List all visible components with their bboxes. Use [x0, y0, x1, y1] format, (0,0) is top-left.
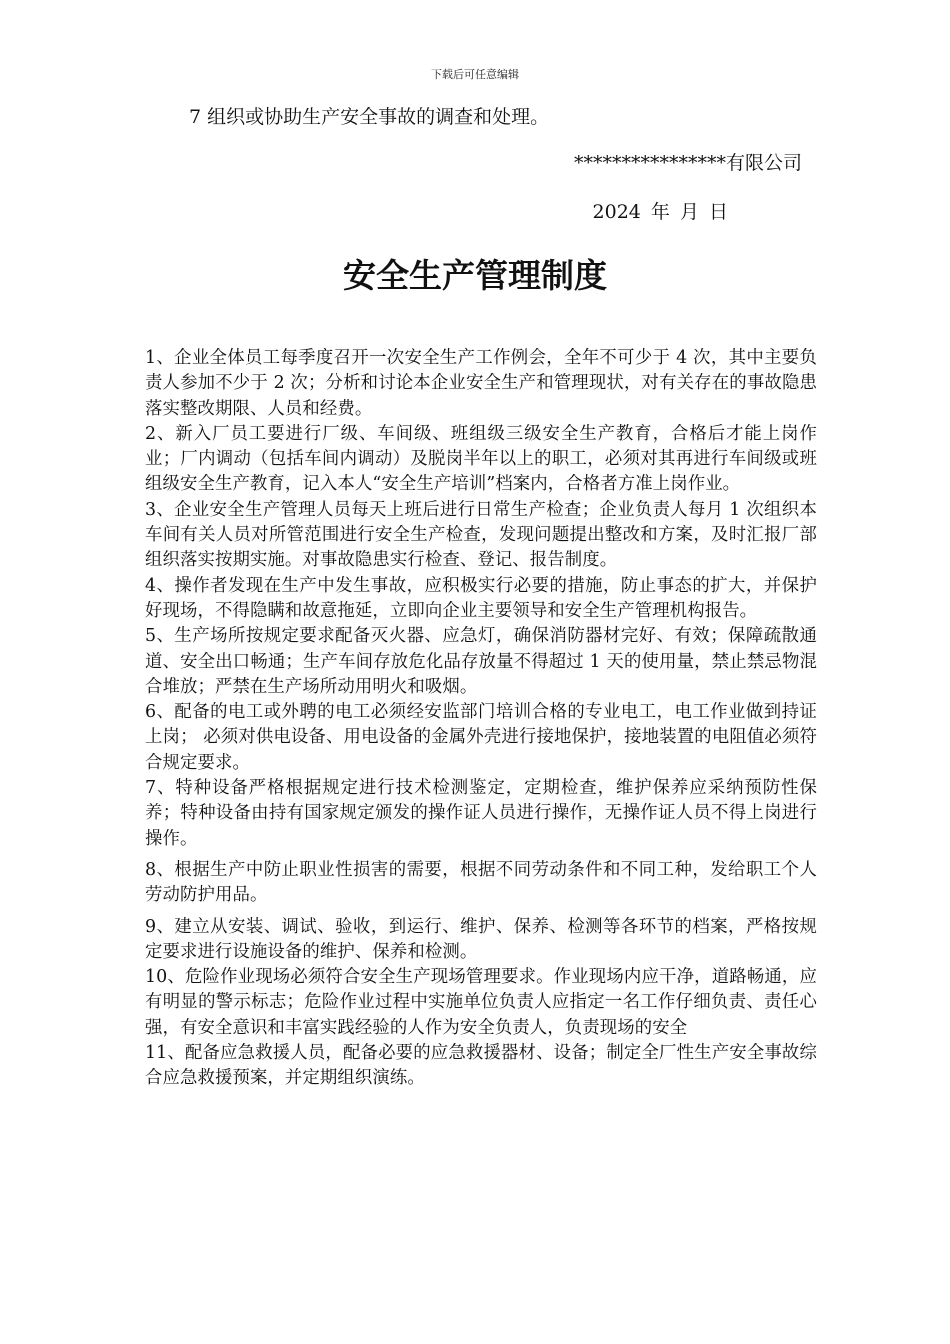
- header-note: 下载后可任意编辑: [431, 68, 519, 81]
- previous-item-text: 7 组织或协助生产安全事故的调查和处理。: [189, 106, 550, 128]
- company-name: ****************有限公司: [573, 152, 802, 174]
- clause-4: 4、操作者发现在生产中发生事故，应积极实行必要的措施，防止事态的扩大，并保护好现场，不得隐瞒和故意拖延，立即向企业主要领导和安全生产管理机构报告。: [145, 575, 817, 621]
- clause-7: 7、特种设备严格根据规定进行技术检测鉴定，定期检查，维护保养应采纳预防性保养；特种设备由持有国家规定颁发的操作证人员进行操作，无操作证人员不得上岗进行操作。: [145, 778, 817, 849]
- clause-9: 9、建立从安装、调试、验收，到运行、维护、保养、检测等各环节的档案，严格按规定要求进行设施设备的维护、保养和检测。: [145, 916, 817, 962]
- clause-5: 5、生产场所按规定要求配备灭火器、应急灯，确保消防器材完好、有效；保障疏散通道、安全出口畅通；生产车间存放危化品存放量不得超过 1 天的使用量，禁止禁忌物混合堆放；严禁在生产场所动用明火和吸烟。: [145, 626, 817, 697]
- clause-10: 10、危险作业现场必须符合安全生产现场管理要求。作业现场内应干净，道路畅通，应有明显的警示标志；危险作业过程中实施单位负责人应指定一名工作仔细负责、责任心强，有安全意识和丰富实践经验的人作为安全负责人，负责现场的安全: [145, 967, 817, 1038]
- clause-6: 6、配备的电工或外聘的电工必须经安监部门培训合格的专业电工，电工作业做到持证上岗； 必须对供电设备、用电设备的金属外壳进行接地保护，接地装置的电阻值必须符合规定要求。: [145, 702, 817, 773]
- clause-11: 11、配备应急救援人员，配备必要的应急救援器材、设备；制定全厂性生产安全事故综合应急救援预案，并定期组织演练。: [145, 1043, 817, 1089]
- document-title: 安全生产管理制度: [343, 256, 607, 295]
- clause-1: 1、企业全体员工每季度召开一次安全生产工作例会，全年不可少于 4 次，其中主要负责人参加不少于 2 次；分析和讨论本企业安全生产和管理现状，对有关存在的事故隐患落实整改期限、人员和经费。: [145, 348, 817, 419]
- clause-2: 2、新入厂员工要进行厂级、车间级、班组级三级安全生产教育，合格后才能上岗作业；厂内调动（包括车间内调动）及脱岗半年以上的职工，必须对其再进行车间级或班组级安全生产教育，记入本人“安全生产培训”档案内，合格者方准上岗作业。: [145, 423, 817, 495]
- clauses-list: [145, 346, 817, 1092]
- clause-3: 3、企业安全生产管理人员每天上班后进行日常生产检查；企业负责人每月 1 次组织本车间有关人员对所管范围进行安全生产检查，发现问题提出整改和方案，及时汇报厂部组织落实按期实施。对事故隐患实行检查、登记、报告制度。: [145, 499, 817, 571]
- document-date: 2024 年 月 日: [592, 201, 728, 223]
- clause-8: 8、根据生产中防止职业性损害的需要，根据不同劳动条件和不同工种，发给职工个人劳动防护用品。: [145, 859, 817, 906]
